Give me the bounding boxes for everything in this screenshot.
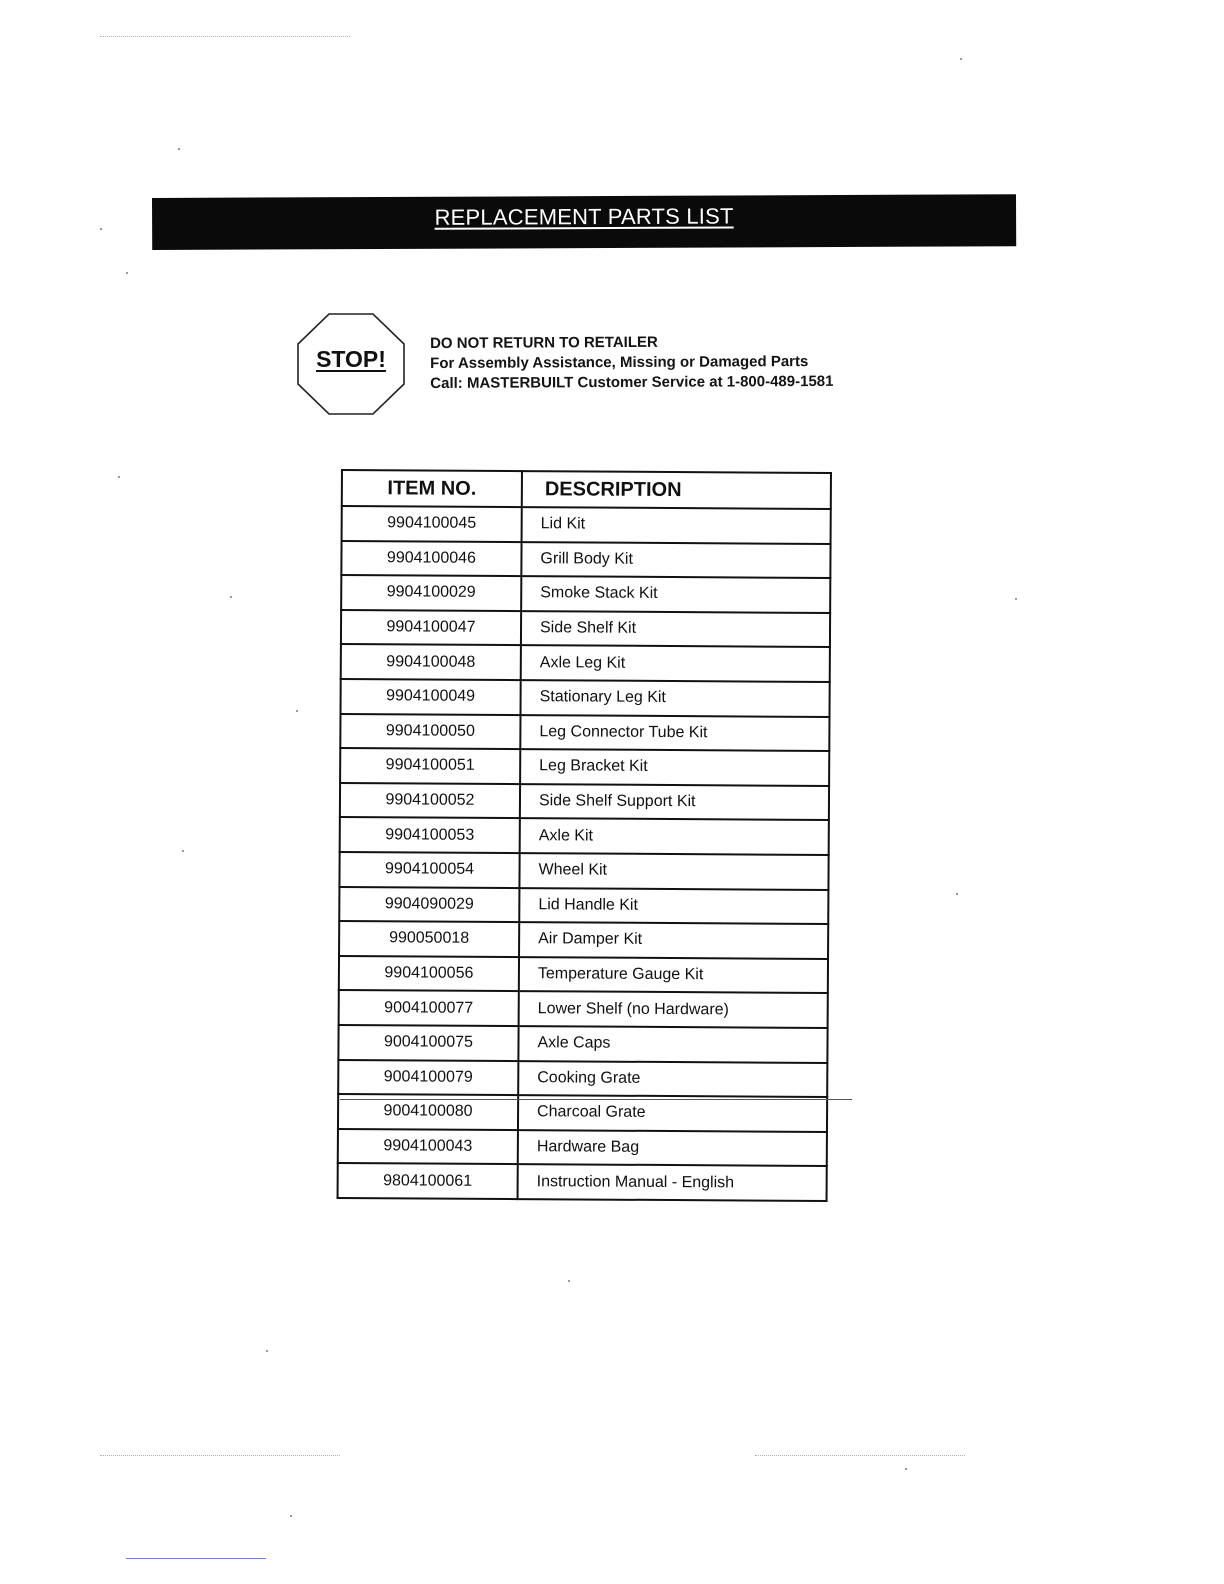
item-number-cell: 9904100051 (340, 748, 520, 784)
table-row (341, 679, 830, 717)
customer-service-notice (430, 332, 834, 394)
table-row (340, 714, 829, 752)
scan-artifact (956, 893, 958, 895)
description-cell: Leg Bracket Kit (520, 749, 829, 785)
page-title: REPLACEMENT PARTS LIST (434, 203, 734, 230)
table-row (339, 956, 828, 994)
table-row (341, 610, 830, 648)
notice-line-1: DO NOT RETURN TO RETAILER (430, 333, 658, 352)
scan-artifact (100, 1455, 340, 1456)
item-number-cell: 9904100054 (339, 852, 519, 888)
description-cell: Lid Kit (522, 507, 831, 543)
description-cell: Lower Shelf (no Hardware) (519, 991, 828, 1027)
table-row (341, 644, 830, 682)
description-cell: Smoke Stack Kit (521, 576, 830, 612)
item-number-cell: 9004100077 (339, 990, 519, 1026)
item-number-cell: 9904100049 (341, 679, 521, 715)
table-row (339, 887, 828, 925)
item-number-cell: 9804100061 (338, 1163, 518, 1199)
scan-artifact (905, 1468, 907, 1470)
scan-artifact (568, 1280, 570, 1282)
table-row (341, 541, 830, 579)
table-row (338, 1163, 827, 1201)
header-banner (152, 194, 1016, 250)
item-number-cell: 9904100029 (341, 575, 521, 611)
description-cell: Temperature Gauge Kit (519, 957, 828, 993)
item-number-cell: 9904100053 (340, 817, 520, 853)
item-number-cell: 9904100045 (342, 506, 522, 542)
scan-artifact (1015, 598, 1017, 600)
table-row (341, 575, 830, 613)
parts-table-body (338, 506, 831, 1201)
item-number-cell: 9004100075 (338, 1025, 518, 1061)
description-cell: Lid Handle Kit (519, 888, 828, 924)
item-number-cell: 9904100047 (341, 610, 521, 646)
column-header-item-no: ITEM NO. (342, 470, 522, 507)
scan-artifact (178, 148, 180, 150)
description-cell: Axle Kit (520, 818, 829, 854)
item-number-cell: 9004100080 (338, 1094, 518, 1130)
description-cell: Wheel Kit (519, 853, 828, 889)
scan-artifact (290, 1515, 292, 1517)
description-cell: Hardware Bag (518, 1130, 827, 1166)
item-number-cell: 9904100048 (341, 644, 521, 680)
table-row (340, 783, 829, 821)
scan-artifact (266, 1350, 268, 1352)
description-cell: Cooking Grate (518, 1061, 827, 1097)
parts-table (337, 469, 832, 1202)
description-cell: Leg Connector Tube Kit (520, 715, 829, 751)
column-header-description: DESCRIPTION (522, 471, 831, 509)
stop-label: STOP! (316, 346, 386, 372)
scan-artifact (126, 272, 128, 274)
table-row (338, 1129, 827, 1167)
scan-artifact (755, 1455, 965, 1456)
table-header-row (342, 470, 831, 509)
table-row (338, 1025, 827, 1063)
description-cell: Stationary Leg Kit (521, 680, 830, 716)
scan-artifact (182, 850, 184, 852)
scan-artifact (230, 596, 232, 598)
item-number-cell: 9904100046 (341, 541, 521, 577)
description-cell: Grill Body Kit (521, 542, 830, 578)
description-cell: Instruction Manual - English (518, 1164, 827, 1200)
item-number-cell: 9004100079 (338, 1059, 518, 1095)
stop-sign (296, 312, 406, 416)
description-cell: Side Shelf Support Kit (520, 784, 829, 820)
scan-artifact (126, 1558, 266, 1559)
scan-artifact (960, 58, 962, 60)
item-number-cell: 9904100050 (340, 714, 520, 750)
scan-artifact (100, 36, 350, 37)
notice-line-2: For Assembly Assistance, Missing or Damaged Parts (430, 353, 809, 372)
table-row (340, 748, 829, 786)
table-row (340, 817, 829, 855)
notice-line-3: Call: MASTERBUILT Customer Service at 1-800-489-1581 (430, 372, 834, 392)
item-number-cell: 9904100043 (338, 1129, 518, 1165)
scan-line (340, 1099, 852, 1100)
table-row (339, 921, 828, 959)
description-cell: Axle Leg Kit (521, 645, 830, 681)
item-number-cell: 9904100052 (340, 783, 520, 819)
item-number-cell: 9904090029 (339, 887, 519, 923)
description-cell: Axle Caps (518, 1026, 827, 1062)
scan-artifact (296, 710, 298, 712)
table-row (339, 990, 828, 1028)
table-row (342, 506, 831, 544)
item-number-cell: 990050018 (339, 921, 519, 957)
scan-artifact (100, 228, 102, 230)
item-number-cell: 9904100056 (339, 956, 519, 992)
description-cell: Charcoal Grate (518, 1095, 827, 1131)
table-row (339, 852, 828, 890)
description-cell: Side Shelf Kit (521, 611, 830, 647)
scan-artifact (118, 476, 120, 478)
description-cell: Air Damper Kit (519, 922, 828, 958)
table-row (338, 1059, 827, 1097)
